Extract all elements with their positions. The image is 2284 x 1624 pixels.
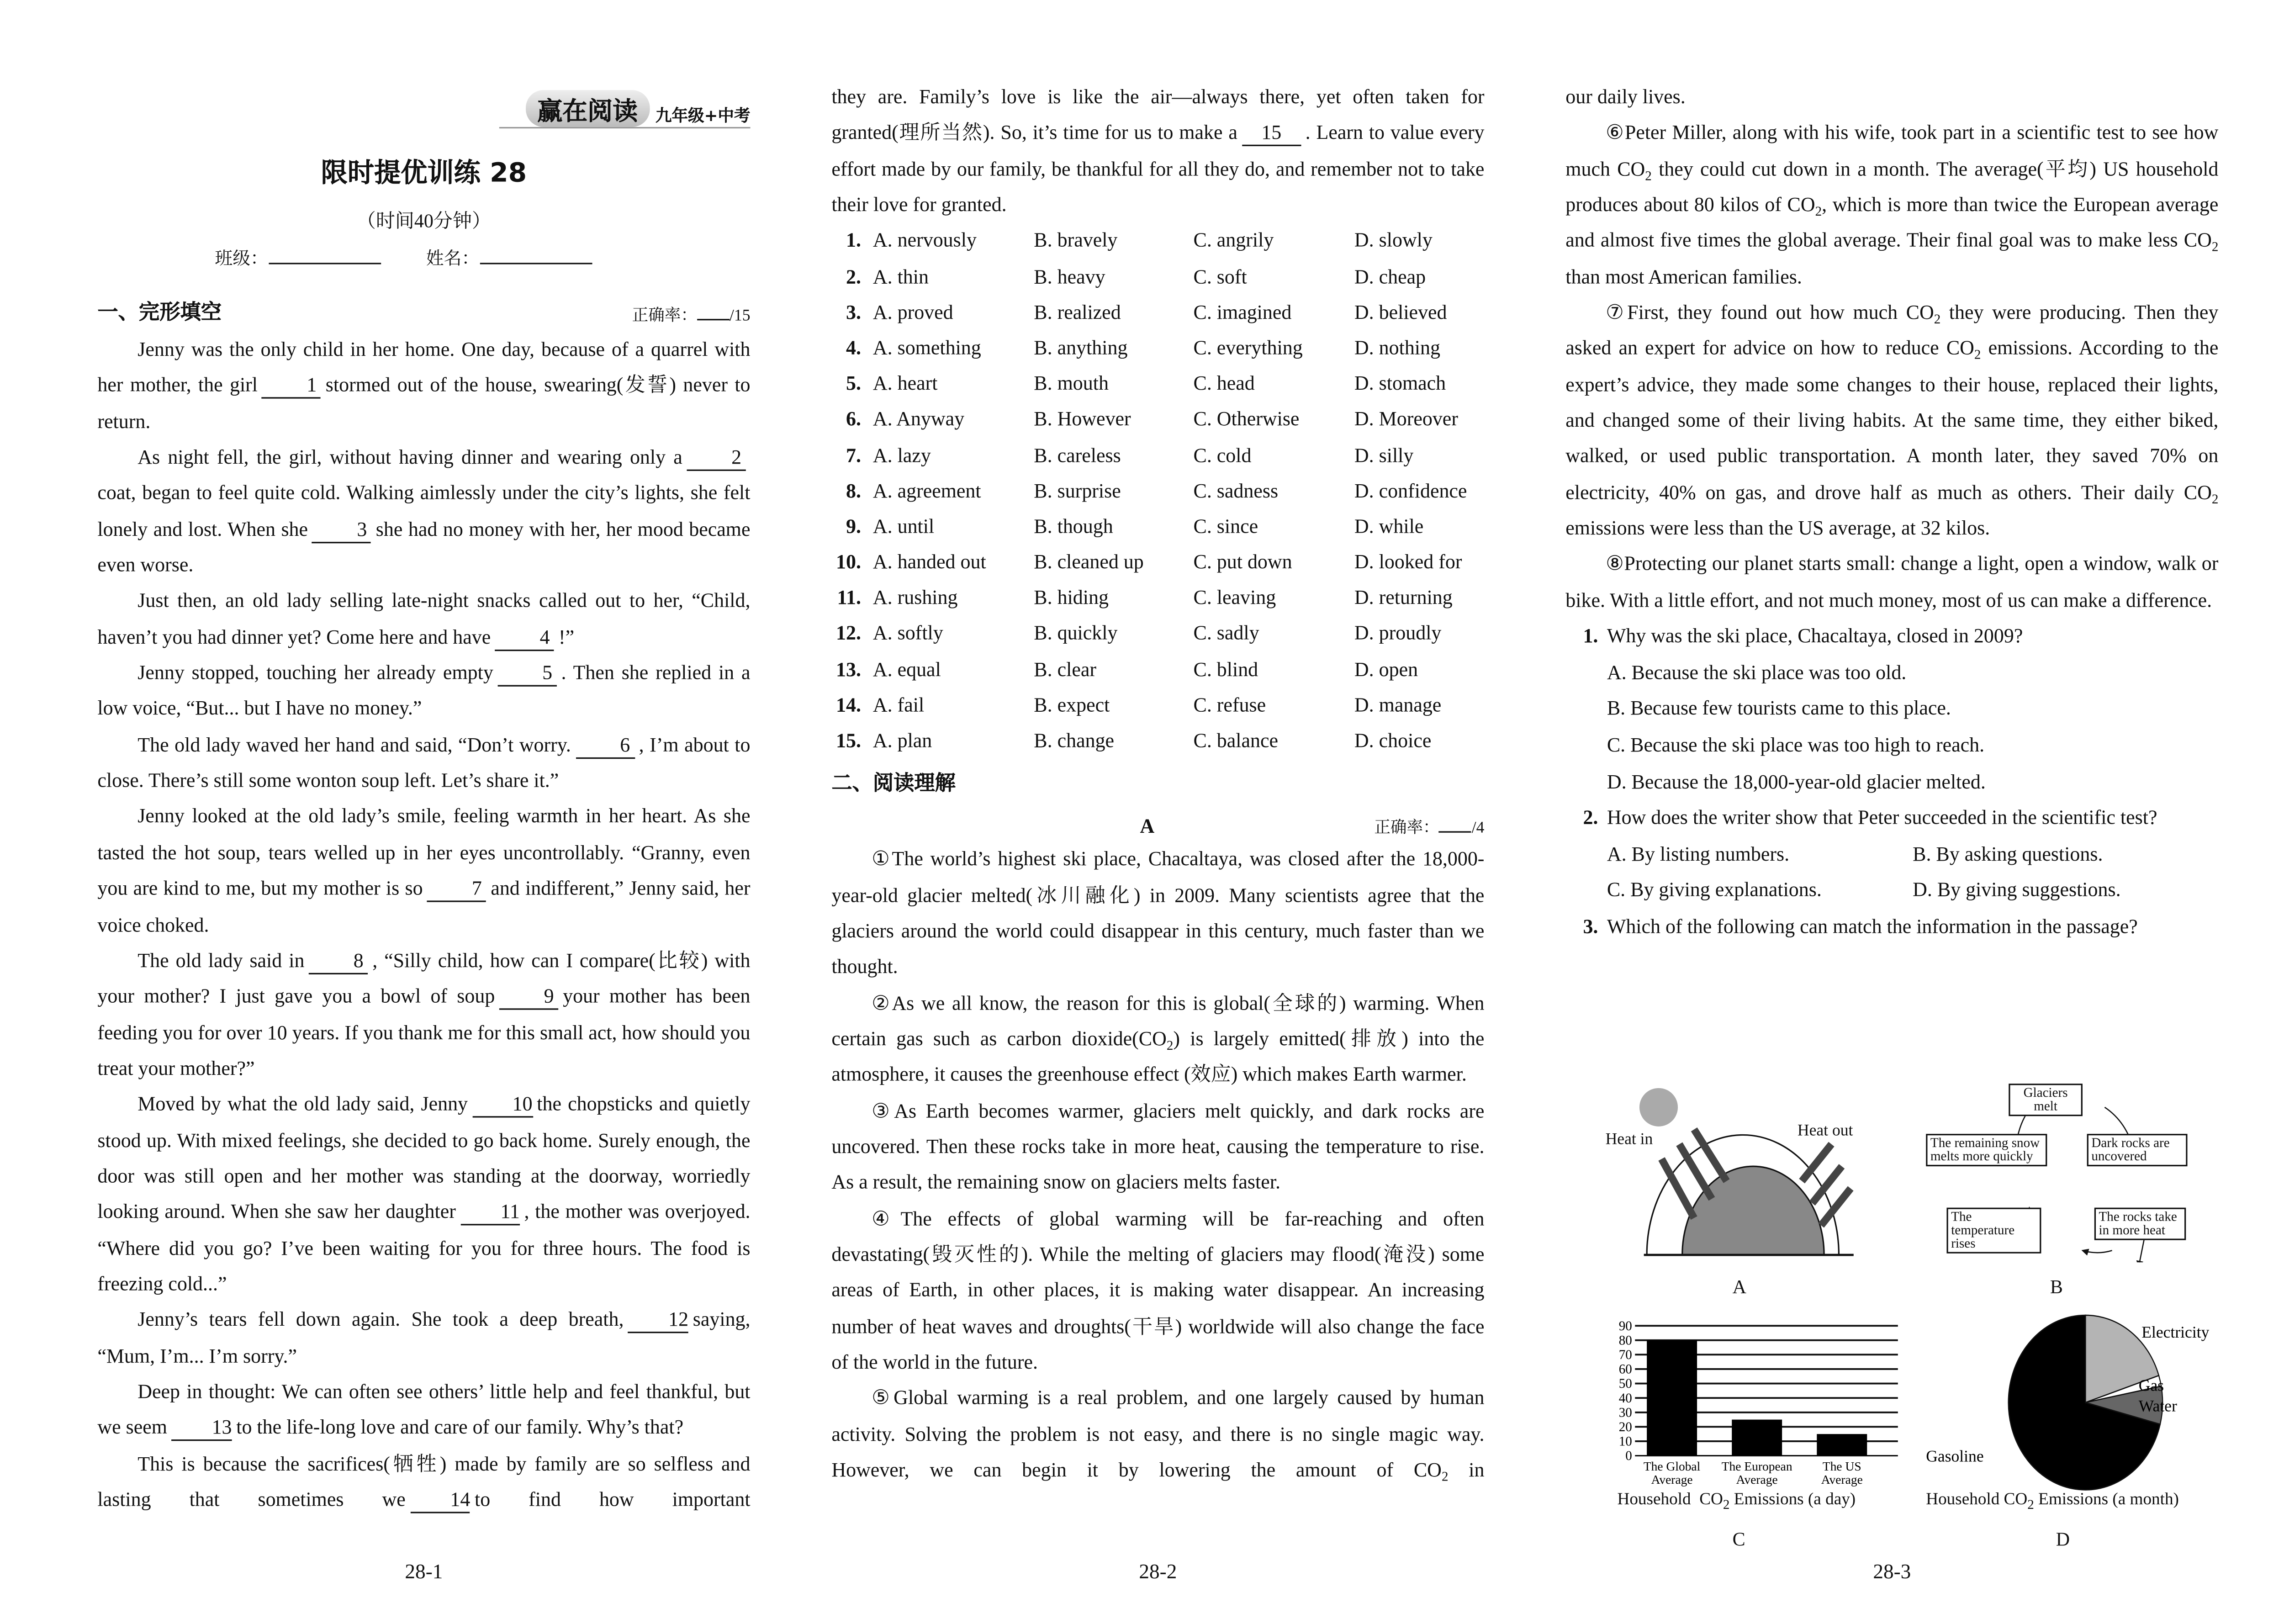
question <box>1565 619 2218 655</box>
paragraph <box>1565 296 2218 547</box>
question-number: 2. <box>1583 806 1598 829</box>
option-choice[interactable]: D. stomach <box>1354 372 1446 395</box>
option-row <box>1565 837 2218 873</box>
question-number: 6. <box>846 407 862 430</box>
option-label: B <box>2050 1275 2063 1298</box>
option-choice[interactable]: C. head <box>1193 372 1255 395</box>
answer-option[interactable]: D. Because the 18,000-year-old glacier melted. <box>1607 770 1986 792</box>
cycle-box-glaciers-melt: Glaciers melt <box>2009 1084 2083 1116</box>
text-run: your mother has been feeding you for over 10 years. If you thank me for this small act, how should you treat your mother?” <box>97 985 751 1079</box>
chart-d-title <box>1926 1491 2179 1512</box>
subscript: 2 <box>1645 168 1652 183</box>
x-tick-label: The European <box>1721 1459 1792 1473</box>
name-field[interactable] <box>479 263 592 264</box>
figure-d <box>1920 1314 2230 1557</box>
option-row <box>831 688 1484 723</box>
question-number: 7. <box>846 444 862 466</box>
blank-14[interactable]: 14 <box>410 1488 470 1513</box>
option-choice[interactable]: B. cleaned up <box>1034 550 1144 573</box>
option-choice[interactable]: A. equal <box>872 658 941 680</box>
option-choice[interactable]: D. Moreover <box>1354 407 1458 430</box>
option-choice[interactable]: A. proved <box>872 301 953 323</box>
option-choice[interactable]: D. choice <box>1354 729 1432 751</box>
text-run: ⑧Protecting our planet starts small: change a light, open a window, walk or bike. With a little effort, and not much money, most of us can make a difference. <box>1565 553 2219 611</box>
text-run: Jenny stopped, touching her already empty <box>137 661 493 684</box>
cycle-box-rocks-take-heat: The rocks take in more heat <box>2094 1208 2186 1240</box>
question-text: How does the writer show that Peter succeeded in the scientific test? <box>1607 806 2157 829</box>
option-choice[interactable]: A. softly <box>872 622 943 645</box>
bar-1 <box>1647 1340 1697 1456</box>
option-choice[interactable]: C. leaving <box>1193 586 1276 609</box>
cloze-passage <box>97 332 750 1518</box>
title-part: Emissions (a day) <box>1729 1491 1856 1509</box>
section-heading: 二、阅读理解 <box>831 772 956 796</box>
question-text: Which of the following can match the information in the passage? <box>1607 915 2138 937</box>
option-choice[interactable]: D. open <box>1354 658 1418 680</box>
paragraph <box>97 440 750 584</box>
text-run: stormed out of the house, swearing(发誓) never to return. <box>97 374 751 432</box>
text-run: emissions were less than the US average, at 32 kilos. <box>1565 517 1990 540</box>
cycle-box-remaining-snow: The remaining snow melts more quickly <box>1926 1134 2047 1166</box>
blank-9[interactable]: 9 <box>499 985 558 1010</box>
score-box <box>632 303 751 327</box>
option-choice[interactable]: A. plan <box>872 729 932 751</box>
paragraph <box>97 799 750 943</box>
blank-11[interactable]: 11 <box>460 1201 520 1226</box>
cloze-options <box>831 223 1484 759</box>
answer-option[interactable]: D. By giving suggestions. <box>1913 878 2121 901</box>
paragraph <box>831 1381 1484 1489</box>
answer-option[interactable]: C. Because the ski place was too high to reach. <box>1607 734 1985 756</box>
text-run: coat, began to feel quite cold. Walking aimlessly under the city’s lights, she felt lonely and lost. When she <box>97 481 751 540</box>
question-number: 14. <box>836 693 862 716</box>
page-title: 限时提优训练 28 <box>321 158 527 189</box>
y-tick-label: 70 <box>1618 1348 1632 1363</box>
text-run: Deep in thought: We can often see others’ little help and feel thankful, but we seem <box>97 1380 751 1439</box>
subscript: 2 <box>1815 204 1822 219</box>
blank-7[interactable]: 7 <box>427 877 486 902</box>
text-run: ⑤Global warming is a real problem, and one largely caused by human activity. Solving the problem is not easy, and there is no single magic way. However, we can begin it by lowering the amount of CO <box>831 1386 1485 1481</box>
option-choice[interactable]: C. refuse <box>1193 693 1266 716</box>
subscript: 2 <box>1441 1469 1449 1484</box>
text-run: , I’m about to close. There’s still some wonton soup left. Let’s share it.” <box>97 733 751 792</box>
brand-logo <box>499 89 751 128</box>
text-run: ①The world’s highest ski place, Chacaltaya, was closed after the 18,000-year-old glacier melted(冰川融化) in 2009. Many scientists agree that the glaciers around the world could disappear in this century, much faster than we thought. <box>831 847 1485 978</box>
text-run: ) is largely emitted(排放) into the atmosphere, it causes the greenhouse effect (效应) which makes Earth warmer. <box>831 1027 1485 1086</box>
x-tick-label-line2: Average <box>1736 1472 1778 1486</box>
blank-10[interactable]: 10 <box>472 1093 533 1118</box>
y-tick-label: 40 <box>1618 1391 1632 1406</box>
chart-c-title <box>1617 1491 1856 1512</box>
answer-option[interactable]: B. By asking questions. <box>1913 842 2103 865</box>
paragraph <box>97 1375 750 1446</box>
y-tick-label: 80 <box>1618 1333 1632 1348</box>
sun-icon <box>1639 1088 1678 1127</box>
page-2 <box>831 80 1484 1489</box>
pie-label: Gasoline <box>1926 1447 1984 1465</box>
text-run: . Learn to value every effort made by our family, be thankful for all they do, and remember not to take their love for granted. <box>831 122 1485 216</box>
time-limit: （时间40分钟） <box>356 209 492 232</box>
option-choice[interactable]: A. agreement <box>872 479 981 502</box>
y-tick-label: 0 <box>1625 1449 1632 1464</box>
option-choice[interactable]: D. returning <box>1354 586 1453 609</box>
text-run: ④The effects of global warming will be far-reaching and often devastating(毁灭性的). While the melting of glaciers may flood(淹没) some areas of Earth, in other places, it is making water disappear. An increasing number of heat waves and droughts(干旱) worldwide will also change the face of the world in the future. <box>831 1207 1485 1373</box>
option-choice[interactable]: B. realized <box>1034 301 1121 323</box>
paragraph <box>831 80 1484 224</box>
option-choice[interactable]: B. clear <box>1034 658 1097 680</box>
option-choice[interactable]: C. Otherwise <box>1193 407 1300 430</box>
option-row <box>831 331 1484 366</box>
option-label: D <box>2056 1528 2070 1550</box>
pie-label: Gas <box>2138 1376 2164 1395</box>
x-tick-label: The US <box>1822 1459 1861 1473</box>
x-tick-label: The Global <box>1643 1459 1701 1473</box>
brand-name: 赢在阅读 <box>525 90 650 127</box>
cycle-box-temperature-rises: The temperature rises <box>1946 1208 2041 1254</box>
pie-label: Electricity <box>2141 1323 2210 1342</box>
paragraph <box>1565 80 2218 116</box>
option-choice[interactable]: A. fail <box>872 693 925 716</box>
option-choice[interactable]: B. though <box>1034 515 1113 537</box>
text-run: they could cut down in a month. The average(平均) US household produces about 80 kilos of CO <box>1565 157 2219 216</box>
text-run: !” <box>558 625 575 648</box>
text-run: ⑦First, they found out how much CO <box>1606 301 1934 323</box>
option-choice[interactable]: D. proudly <box>1354 622 1442 645</box>
bar-chart <box>1602 1314 1913 1498</box>
question <box>1565 909 2218 945</box>
title-part: Emissions (a month) <box>2034 1491 2179 1509</box>
text-run: Moved by what the old lady said, Jenny <box>137 1093 468 1115</box>
question-number: 11. <box>837 586 862 609</box>
question-text: Why was the ski place, Chacaltaya, closed in 2009? <box>1607 624 2023 647</box>
question <box>1565 800 2218 836</box>
paragraph <box>831 985 1484 1093</box>
page-number: 28-2 <box>1139 1562 1177 1584</box>
option-choice[interactable]: C. put down <box>1193 550 1292 573</box>
section-reading-header <box>831 765 1484 798</box>
text-run: , the mother was overjoyed. “Where did you go? I’ve been waiting for you for three hours. The food is freezing cold...” <box>97 1201 751 1295</box>
text-run: , which is more than twice the European average and almost five times the global average. Their final goal was to make less CO <box>1565 193 2219 252</box>
blank-8[interactable]: 8 <box>309 949 368 974</box>
answer-option[interactable]: C. By giving explanations. <box>1607 878 1822 901</box>
subscript: 2 <box>1974 347 1981 363</box>
option-choice[interactable]: A. heart <box>872 372 938 395</box>
option-choice[interactable]: B. hiding <box>1034 586 1109 609</box>
text-run: As night fell, the girl, without having dinner and wearing only a <box>137 446 682 468</box>
title-part: CO <box>1699 1491 1723 1509</box>
paragraph <box>97 584 750 656</box>
page-number: 28-3 <box>1873 1562 1911 1584</box>
greenhouse-illustration <box>1602 1078 1883 1262</box>
paragraph <box>831 1201 1484 1381</box>
part-a-header <box>831 806 1484 839</box>
text-run: they were producing. Then they asked an expert for advice on how to reduce CO <box>1565 301 2219 360</box>
text-run: Jenny’s tears fell down again. She took a deep breath, <box>137 1308 624 1331</box>
figure-b <box>1920 1078 2230 1299</box>
option-label: C <box>1732 1528 1745 1550</box>
option-choice[interactable]: C. angrily <box>1193 229 1274 252</box>
paragraph <box>97 656 750 727</box>
question-number: 8. <box>846 479 862 502</box>
option-choice[interactable]: D. looked for <box>1354 550 1462 573</box>
option-row <box>1565 873 2218 909</box>
page-1 <box>97 89 750 1518</box>
option-choice[interactable]: A. something <box>872 336 981 359</box>
option-choice[interactable]: C. blind <box>1193 658 1258 680</box>
blank-5[interactable]: 5 <box>498 661 557 687</box>
question-number: 9. <box>846 515 862 537</box>
student-info <box>97 245 750 270</box>
score-total: /4 <box>1471 820 1485 838</box>
score-field[interactable] <box>697 319 730 320</box>
pie-label: Water <box>2138 1397 2177 1415</box>
text-run: This is because the sacrifices(牺牲) made by family are so selfless and lasting that sometimes we <box>97 1452 751 1511</box>
paragraph <box>97 332 750 440</box>
option-choice[interactable]: D. manage <box>1354 693 1442 716</box>
score-total: /15 <box>730 307 751 325</box>
title-sub: 2 <box>2027 1497 2034 1512</box>
y-tick-label: 20 <box>1618 1420 1632 1435</box>
blank-4[interactable]: 4 <box>495 625 554 651</box>
option-choice[interactable]: C. soft <box>1193 265 1247 287</box>
option-row <box>831 545 1484 581</box>
text-run: than most American families. <box>1565 265 1802 288</box>
text-run: the chopsticks and quietly stood up. With mixed feelings, she decided to go back home. Surely enough, the door was still open and her mother was standing at the doorway, worriedly looking around. When she saw her daughter <box>97 1093 751 1223</box>
option-choice[interactable]: D. nothing <box>1354 336 1440 359</box>
question-number: 10. <box>836 550 862 573</box>
grade-label: 九年级+中考 <box>655 106 751 126</box>
option-choice[interactable]: A. rushing <box>872 586 958 609</box>
option-row <box>831 402 1484 438</box>
option-row <box>831 438 1484 473</box>
option-row <box>831 652 1484 688</box>
title-part: Household <box>1617 1491 1691 1509</box>
option-choice[interactable]: A. thin <box>872 265 929 287</box>
option-choice[interactable]: B. surprise <box>1034 479 1121 502</box>
text-run: , “Silly child, how can I compare(比较) with your mother? I just gave you a bowl of soup <box>97 949 751 1007</box>
question-number: 4. <box>846 336 862 359</box>
blank-15[interactable]: 15 <box>1242 122 1301 147</box>
blank-2[interactable]: 2 <box>687 446 745 471</box>
option-row <box>831 509 1484 545</box>
option-choice[interactable]: B. quickly <box>1034 622 1118 645</box>
paragraph <box>831 842 1484 986</box>
subscript: 2 <box>1934 312 1941 327</box>
text-run: Jenny looked at the old lady’s smile, feeling warmth in her heart. As she tasted the hot soup, tears welled up in her eyes uncontrollably. “Granny, even you are kind to me, but my mother is so <box>97 805 751 899</box>
option-choice[interactable]: C. since <box>1193 515 1258 537</box>
option-choice[interactable]: D. slowly <box>1354 229 1433 252</box>
score-field[interactable] <box>1439 831 1472 833</box>
text-run: Jenny was the only child in her home. One day, because of a quarrel with her mother, the girl <box>97 338 751 397</box>
text-run: . Then she replied in a low voice, “But... but I have no money.” <box>97 661 751 720</box>
figure-c <box>1602 1314 1913 1557</box>
question-number: 2. <box>846 265 862 287</box>
option-choice[interactable]: C. sadly <box>1193 622 1259 645</box>
text-run: The old lady waved her hand and said, “Don’t worry. <box>137 733 571 756</box>
paragraph <box>97 1446 750 1518</box>
option-row <box>831 581 1484 616</box>
page-3 <box>1565 80 2218 946</box>
paragraph <box>1565 547 2218 619</box>
option-choice[interactable]: A. lazy <box>872 444 931 466</box>
text-run: ②As we all know, the reason for this is global(全球的) warming. When certain gas such as carbon dioxide(CO <box>831 991 1485 1050</box>
page-number: 28-1 <box>405 1562 443 1584</box>
option-choice[interactable]: A. until <box>872 515 935 537</box>
answer-option[interactable]: A. By listing numbers. <box>1607 842 1790 865</box>
section-heading: 一、完形填空 <box>97 301 222 325</box>
option-choice[interactable]: B. careless <box>1034 444 1121 466</box>
option-row <box>831 223 1484 259</box>
text-run: ③As Earth becomes warmer, glaciers melt quickly, and dark rocks are uncovered. Then these rocks take in more heat, causing the temperature to rise. As a result, the remaining snow on glaciers melts faster. <box>831 1099 1485 1194</box>
y-tick-label: 50 <box>1618 1376 1632 1391</box>
x-tick-label-line2: Average <box>1821 1472 1863 1486</box>
option-choice[interactable]: A. handed out <box>872 550 986 573</box>
option-choice[interactable]: C. imagined <box>1193 301 1292 323</box>
option-choice[interactable]: D. cheap <box>1354 265 1426 287</box>
class-label: 班级： <box>215 248 268 269</box>
text-run: she had no money with her, her mood became even worse. <box>97 518 751 576</box>
subscript: 2 <box>1166 1037 1174 1053</box>
text-run: and indifferent,” Jenny said, her voice choked. <box>97 877 751 936</box>
class-field[interactable] <box>268 263 381 264</box>
x-tick-label-line2: Average <box>1651 1472 1693 1486</box>
questions <box>1565 619 2218 946</box>
y-tick-label: 60 <box>1618 1362 1632 1377</box>
option-choice[interactable]: B. However <box>1034 407 1131 430</box>
option-choice[interactable]: D. believed <box>1354 301 1447 323</box>
option-row <box>831 259 1484 295</box>
option-choice[interactable]: D. silly <box>1354 444 1414 466</box>
title-part: Household CO <box>1926 1491 2028 1509</box>
option-row <box>831 724 1484 759</box>
question-number: 3. <box>846 301 862 323</box>
paragraph <box>1565 116 2218 295</box>
paragraph <box>97 1302 750 1374</box>
question-number: 1. <box>1583 624 1598 647</box>
option-choice[interactable]: B. expect <box>1034 693 1110 716</box>
option-row <box>831 295 1484 331</box>
paragraph <box>97 1087 750 1302</box>
option-choice[interactable]: D. while <box>1354 515 1424 537</box>
reading-passage-continued <box>1565 80 2218 619</box>
text-run: to the life-long love and care of our family. Why’s that? <box>236 1416 684 1439</box>
y-tick-label: 30 <box>1618 1405 1632 1420</box>
text-run: they are. Family’s love is like the air—always there, yet often taken for granted(理所当然). So, it’s time for us to make a <box>831 85 1485 144</box>
option-choice[interactable]: B. heavy <box>1034 265 1105 287</box>
blank-6[interactable]: 6 <box>576 733 634 758</box>
pie-chart <box>1920 1314 2230 1498</box>
subscript: 2 <box>2211 239 2219 255</box>
question-number: 5. <box>846 372 862 395</box>
y-tick-label: 90 <box>1618 1318 1632 1333</box>
cycle-box-dark-rocks: Dark rocks are uncovered <box>2087 1134 2188 1166</box>
paragraph <box>831 1093 1484 1201</box>
blank-3[interactable]: 3 <box>312 518 371 543</box>
option-choice[interactable]: C. everything <box>1193 336 1303 359</box>
score-label: 正确率： <box>1374 820 1439 838</box>
option-choice[interactable]: B. bravely <box>1034 229 1118 252</box>
y-tick-label: 10 <box>1618 1434 1632 1449</box>
question-number: 15. <box>836 729 862 751</box>
name-label: 姓名： <box>426 248 480 269</box>
option-choice[interactable]: B. mouth <box>1034 372 1109 395</box>
option-choice[interactable]: D. confidence <box>1354 479 1467 502</box>
bar-2 <box>1732 1420 1782 1456</box>
question-number: 12. <box>836 622 862 645</box>
paragraph <box>97 943 750 1087</box>
option-choice[interactable]: C. cold <box>1193 444 1252 466</box>
heat-in-label: Heat in <box>1605 1131 1653 1149</box>
bar-3 <box>1817 1434 1867 1455</box>
text-run: in <box>1448 1459 1485 1481</box>
section-cloze-header <box>97 294 750 326</box>
option-row <box>831 366 1484 402</box>
text-run: Just then, an old lady selling late-night snacks called out to her, “Child, haven’t you had dinner yet? Come here and have <box>97 589 751 648</box>
paragraph <box>97 728 750 799</box>
option-choice[interactable]: A. Anyway <box>872 407 965 430</box>
figure-a <box>1602 1078 1883 1299</box>
option-row <box>831 473 1484 509</box>
text-run: ⑥Peter Miller, along with his wife, took part in a scientific test to see how much CO <box>1565 122 2219 180</box>
cloze-passage-continued <box>831 80 1484 224</box>
answer-option[interactable]: A. Because the ski place was too old. <box>1607 661 1907 683</box>
option-choice[interactable]: C. balance <box>1193 729 1279 751</box>
option-choice[interactable]: B. anything <box>1034 336 1128 359</box>
text-run: The old lady said in <box>137 949 305 972</box>
score-label: 正确率： <box>632 307 697 325</box>
blank-12[interactable]: 12 <box>628 1308 688 1333</box>
heat-out-label: Heat out <box>1797 1122 1853 1140</box>
score-box <box>1374 815 1484 839</box>
title-sub: 2 <box>1723 1497 1730 1512</box>
question-number: 13. <box>836 658 862 680</box>
option-label: A <box>1732 1275 1747 1298</box>
option-choice[interactable]: B. change <box>1034 729 1115 751</box>
text-run: our daily lives. <box>1565 85 1686 108</box>
question-number: 3. <box>1583 915 1598 937</box>
answer-option[interactable]: B. Because few tourists came to this place. <box>1607 697 1951 719</box>
option-choice[interactable]: C. sadness <box>1193 479 1279 502</box>
question-number: 1. <box>846 229 862 252</box>
blank-1[interactable]: 1 <box>262 374 321 399</box>
option-row <box>831 616 1484 652</box>
reading-passage <box>831 842 1484 1489</box>
part-label: A <box>1140 815 1155 838</box>
blank-13[interactable]: 13 <box>172 1416 232 1441</box>
text-run: saying, “Mum, I’m... I’m sorry.” <box>97 1308 751 1367</box>
text-run: emissions. According to the expert’s advice, they made some changes to their house, replaced their lights, and changed some of their living habits. At the same time, they either biked, walked, or used public transportation. A month later, they saved 70% on electricity, 40% on gas, and drove half as much as others. Their daily CO <box>1565 337 2219 503</box>
text-run: to find how important <box>475 1488 751 1511</box>
subscript: 2 <box>2211 491 2219 506</box>
option-choice[interactable]: A. nervously <box>872 229 977 252</box>
